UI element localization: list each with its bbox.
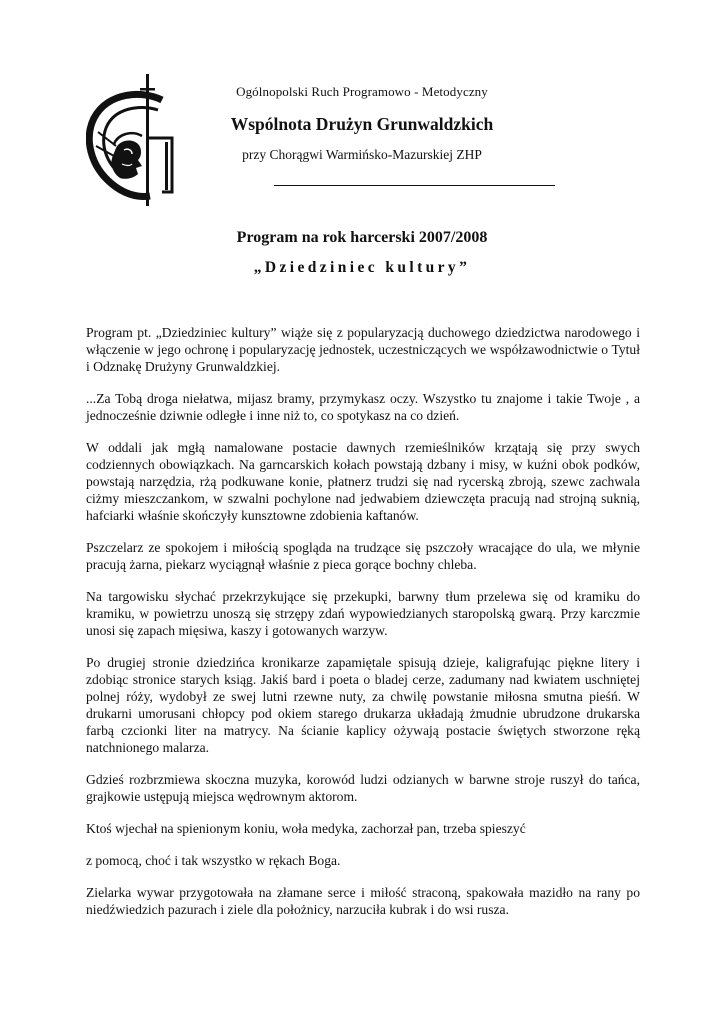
program-title: Program na rok harcerski 2007/2008 [236, 229, 488, 246]
program-title-block [180, 228, 544, 278]
paragraph: Program pt. „Dziedziniec kultury” wiąże się z popularyzacją duchowego dziedzictwa narodowego i włączenie w jego ochronę i popularyzację jednostek, uczestniczących we współzawodnictwie o Tytuł i Odznakę Drużyny Grunwaldzkiej. [86, 325, 640, 374]
document-body [86, 324, 640, 918]
paragraph: Na targowisku słychać przekrzykujące się przekupki, barwny tłum przelewa się od kramiku do kramiku, w powietrzu unoszą się strzępy zdań wypowiedzianych staropolską gwarą. Przy karczmie unosi się zapach mięsiwa, kaszy i gotowanych warzyw. [86, 589, 640, 638]
program-subtitle: „Dziedziniec kultury” [253, 259, 471, 276]
document-header [228, 84, 496, 164]
grunwald-emblem-icon [86, 74, 178, 206]
paragraph: Gdzieś rozbrzmiewa skoczna muzyka, korowód ludzi odzianych w barwne stroje ruszył do tańca, grajkowie ustępują miejsca wędrownym aktorom. [86, 772, 640, 804]
paragraph: Ktoś wjechał na spienionym koniu, woła medyka, zachorzał pan, trzeba spieszyć [86, 821, 526, 836]
organization-subtitle: przy Chorągwi Warmińsko-Mazurskiej ZHP [242, 147, 482, 162]
paragraph: Zielarka wywar przygotowała na złamane serce i miłość straconą, spakowała mazidło na rany po niedźwiedzich pazurach i ziele dla położnicy, narzuciła kubrak i do wsi rusza. [86, 885, 640, 917]
paragraph: Po drugiej stronie dziedzińca kronikarze zapamiętale spisują dzieje, kaligrafując piękne litery i zdobiąc stronice starych ksiąg. Jakiś bard i poeta o bladej cerze, zadumany nad kwiatem uschniętej polnej róży, wydobył ze swej lutni rzewne nuty, za chwilę powstanie miłosna smutna pieśń. W drukarni umorusani chłopcy pod okiem starego drukarza układają żmudnie ubrudzone drukarska farbą czcionki liter na matrycy. Na ścianie kaplicy ożywają postacie świętych stworzone ręką natchnionego malarza. [86, 655, 640, 755]
paragraph: z pomocą, choć i tak wszystko w rękach Boga. [86, 853, 341, 868]
paragraph: ...Za Tobą droga niełatwa, mijasz bramy, przymykasz oczy. Wszystko tu znajome i takie Twoje , a jednocześnie dziwnie odległe i inne niż to, co spotykasz na co dzień. [86, 391, 640, 423]
organization-line: Ogólnopolski Ruch Programowo - Metodyczny [236, 84, 488, 99]
paragraph: Pszczelarz ze spokojem i miłością spogląda na trudzące się pszczoły wracające do ula, we młynie pracują żarna, piekarz wyciągnął właśnie z pieca gorące bochny chleba. [86, 540, 640, 572]
organization-name: Wspólnota Drużyn Grunwaldzkich [230, 114, 494, 134]
header-divider [274, 185, 555, 186]
paragraph: W oddali jak mgłą namalowane postacie dawnych rzemieślników krzątają się przy swych codziennych obowiązkach. Na garncarskich kołach powstają dzbany i misy, w kuźni obok podków, powstają narzędzia, rżą podkuwane konie, płatnerz trudzi się nad rycerską zbroją, szewc zachwala ciżmy mieszczankom, w szwalni pochylone nad jedwabiem dziewczęta pracują nad strojną suknią, hafciarki właśnie skończyły kunsztowne zdobienia kaftanów. [86, 440, 640, 523]
